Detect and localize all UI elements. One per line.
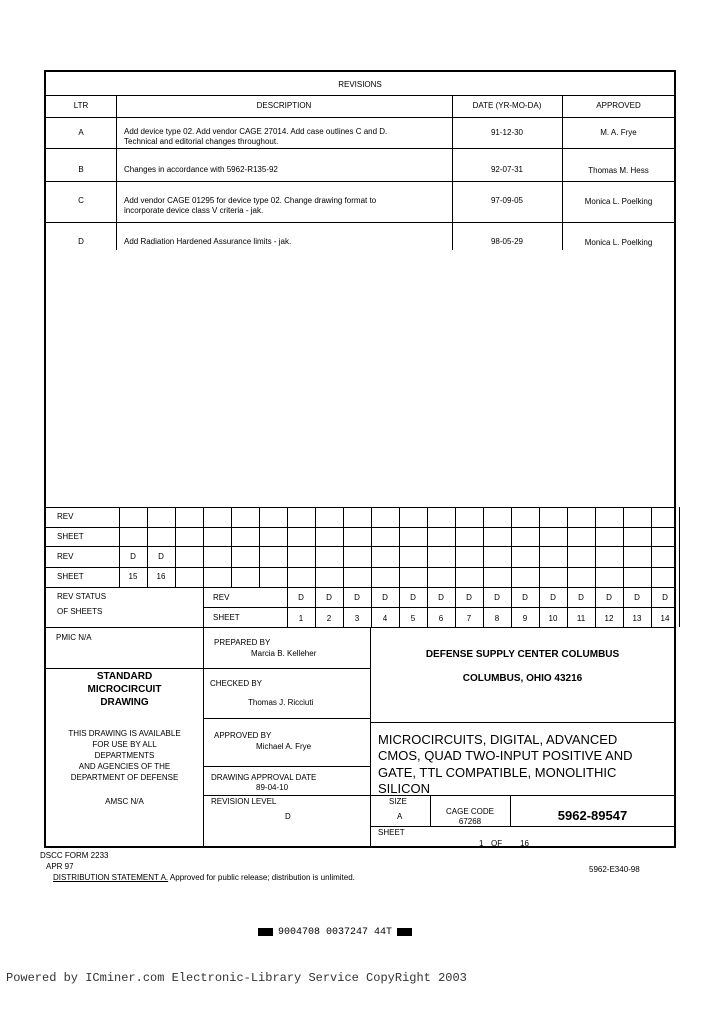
standard-heading: DRAWING <box>100 697 149 708</box>
form-number: DSCC FORM 2233 <box>40 851 109 860</box>
approved-label: APPROVED BY <box>214 731 272 740</box>
grid-line <box>651 507 652 587</box>
revisions-title: REVISIONS <box>338 80 382 89</box>
powered-by: Powered by ICminer.com Electronic-Library Service CopyRight 2003 <box>6 971 467 985</box>
rev-row-ltr: C <box>78 196 84 205</box>
checked-name: Thomas J. Ricciuti <box>248 698 314 707</box>
grid-line <box>595 507 596 587</box>
drawing-title: GATE, TTL COMPATIBLE, MONOLITHIC <box>378 765 617 780</box>
rev-row-approved: M. A. Frye <box>600 128 637 137</box>
rev-row-desc: Add vendor CAGE 01295 for device type 02. Change drawing format to <box>124 196 377 205</box>
grid-line <box>399 507 400 587</box>
status-rev-cell: D <box>382 593 388 602</box>
grid-line <box>623 507 624 587</box>
rev-row-approved: Thomas M. Hess <box>588 166 649 175</box>
header-approved: APPROVED <box>596 101 641 110</box>
grid-line <box>455 507 456 587</box>
status-sheet-cell: 12 <box>604 614 614 623</box>
sheet-label: SHEET <box>378 828 405 837</box>
status-rev-cell: D <box>634 593 640 602</box>
approved-name: Michael A. Frye <box>256 742 312 751</box>
status-sheet-cell: 1 <box>298 614 304 623</box>
approval-date-label: DRAWING APPROVAL DATE <box>211 773 317 782</box>
rev-row-ltr: A <box>78 128 84 137</box>
size-label: SIZE <box>389 797 407 806</box>
cage-value: 67268 <box>458 817 482 826</box>
drawing-number: 5962-89547 <box>557 808 628 823</box>
barcode-line <box>258 926 412 938</box>
status-sheet-cell: 13 <box>632 614 642 623</box>
rev-row-desc: Add Radiation Hardened Assurance limits - jak. <box>124 237 292 246</box>
barcode-block <box>397 928 412 936</box>
sheet-of: OF <box>491 839 503 848</box>
rev-value: D <box>158 552 164 561</box>
rev-row-desc: Technical and editorial changes throughout. <box>124 137 279 146</box>
drawing-title: MICROCIRCUITS, DIGITAL, ADVANCED <box>378 732 618 747</box>
status-sheet-cell: 6 <box>438 614 444 623</box>
rev-value: D <box>130 552 136 561</box>
availability-note: THIS DRAWING IS AVAILABLE <box>68 729 181 738</box>
drawing-title: SILICON <box>378 781 431 796</box>
status-rev-cell: D <box>466 593 472 602</box>
grid-line <box>679 507 680 587</box>
revision-level: D <box>285 812 291 821</box>
header-description: DESCRIPTION <box>256 101 312 110</box>
rev-row-date: 98-05-29 <box>490 237 524 246</box>
sheet-number: 1 <box>479 839 484 848</box>
status-rev-cell: D <box>438 593 444 602</box>
status-rev-cell: D <box>494 593 500 602</box>
pmic: PMIC N/A <box>56 633 92 642</box>
grid-line <box>567 507 568 587</box>
rev-label: REV <box>57 512 74 521</box>
sheet-label: SHEET <box>57 532 84 541</box>
amsc: AMSC N/A <box>105 797 144 806</box>
size-value: A <box>397 812 403 821</box>
prepared-label: PREPARED BY <box>214 638 271 647</box>
grid-line <box>679 587 680 627</box>
status-rev-cell: D <box>326 593 332 602</box>
sheet-label: SHEET <box>57 572 84 581</box>
revision-level-label: REVISION LEVEL <box>211 797 277 806</box>
grid-line <box>315 507 316 587</box>
status-sheet-cell: 4 <box>382 614 388 623</box>
sheet-value: 15 <box>128 572 138 581</box>
barcode-text: 9004708 0037247 44T <box>278 926 393 938</box>
grid-line <box>203 507 204 587</box>
rev-row-ltr: D <box>78 237 84 246</box>
of-sheets-label: OF SHEETS <box>57 607 103 616</box>
document-number: 5962-E340-98 <box>589 865 640 874</box>
grid-line <box>539 507 540 587</box>
status-rev-cell: D <box>354 593 360 602</box>
rev-row-date: 97-09-05 <box>490 196 524 205</box>
standard-heading: MICROCIRCUIT <box>87 684 162 695</box>
status-rev-cell: D <box>662 593 668 602</box>
availability-note: DEPARTMENTS <box>94 751 155 760</box>
grid-line <box>343 507 344 587</box>
status-sheet-cell: 5 <box>410 614 416 623</box>
grid-line <box>371 507 372 587</box>
availability-note: DEPARTMENT OF DEFENSE <box>70 773 179 782</box>
sheet-label: SHEET <box>213 613 240 622</box>
rev-row-desc: Changes in accordance with 5962-R135-92 <box>124 165 278 174</box>
form-date: APR 97 <box>46 862 74 871</box>
rev-label: REV <box>57 552 74 561</box>
header-ltr: LTR <box>73 101 89 110</box>
sheet-total: 16 <box>520 839 529 848</box>
cage-label: CAGE CODE <box>445 807 494 816</box>
rev-row-date: 91-12-30 <box>490 128 524 137</box>
rev-row-ltr: B <box>78 165 84 174</box>
availability-note: AND AGENCIES OF THE <box>78 762 171 771</box>
prepared-name: Marcia B. Kelleher <box>251 649 317 658</box>
approval-date: 89-04-10 <box>256 783 289 792</box>
rev-row-approved: Monica L. Poelking <box>584 238 653 247</box>
rev-row-desc: incorporate device class V criteria - jak. <box>124 206 264 215</box>
grid-line <box>259 507 260 587</box>
dscc-address: COLUMBUS, OHIO 43216 <box>462 673 583 684</box>
rev-status-label: REV STATUS <box>57 592 107 601</box>
rev-label: REV <box>213 593 230 602</box>
checked-label: CHECKED BY <box>210 679 263 688</box>
grid-line <box>511 507 512 587</box>
status-sheet-cell: 7 <box>466 614 472 623</box>
status-rev-cell: D <box>522 593 528 602</box>
distribution-statement <box>53 873 355 883</box>
status-sheet-cell: 8 <box>494 614 500 623</box>
grid-line <box>287 507 288 587</box>
distribution-text: Approved for public release; distribution is unlimited. <box>169 873 355 882</box>
status-rev-cell: D <box>606 593 612 602</box>
sheet-value: 16 <box>156 572 166 581</box>
status-sheet-cell: 3 <box>354 614 360 623</box>
grid-line <box>427 507 428 587</box>
availability-note: FOR USE BY ALL <box>92 740 157 749</box>
header-date: DATE (YR-MO-DA) <box>472 101 542 110</box>
grid-line <box>483 507 484 587</box>
status-rev-cell: D <box>578 593 584 602</box>
status-sheet-cell: 14 <box>660 614 670 623</box>
drawing-title: CMOS, QUAD TWO-INPUT POSITIVE AND <box>378 748 633 763</box>
status-rev-cell: D <box>298 593 304 602</box>
dscc-name: DEFENSE SUPPLY CENTER COLUMBUS <box>425 649 620 660</box>
distribution-label: DISTRIBUTION STATEMENT A. <box>53 873 169 882</box>
rev-row-date: 92-07-31 <box>490 165 524 174</box>
status-sheet-cell: 9 <box>522 614 528 623</box>
status-sheet-cell: 2 <box>326 614 332 623</box>
status-rev-cell: D <box>550 593 556 602</box>
rev-row-desc: Add device type 02. Add vendor CAGE 27014. Add case outlines C and D. <box>124 127 388 136</box>
standard-heading: STANDARD <box>96 671 153 682</box>
status-rev-cell: D <box>410 593 416 602</box>
status-sheet-cell: 11 <box>576 614 586 623</box>
grid-line <box>231 507 232 587</box>
grid-line <box>175 507 176 587</box>
rev-row-approved: Monica L. Poelking <box>584 197 653 206</box>
barcode-block <box>258 928 273 936</box>
status-sheet-cell: 10 <box>548 614 558 623</box>
